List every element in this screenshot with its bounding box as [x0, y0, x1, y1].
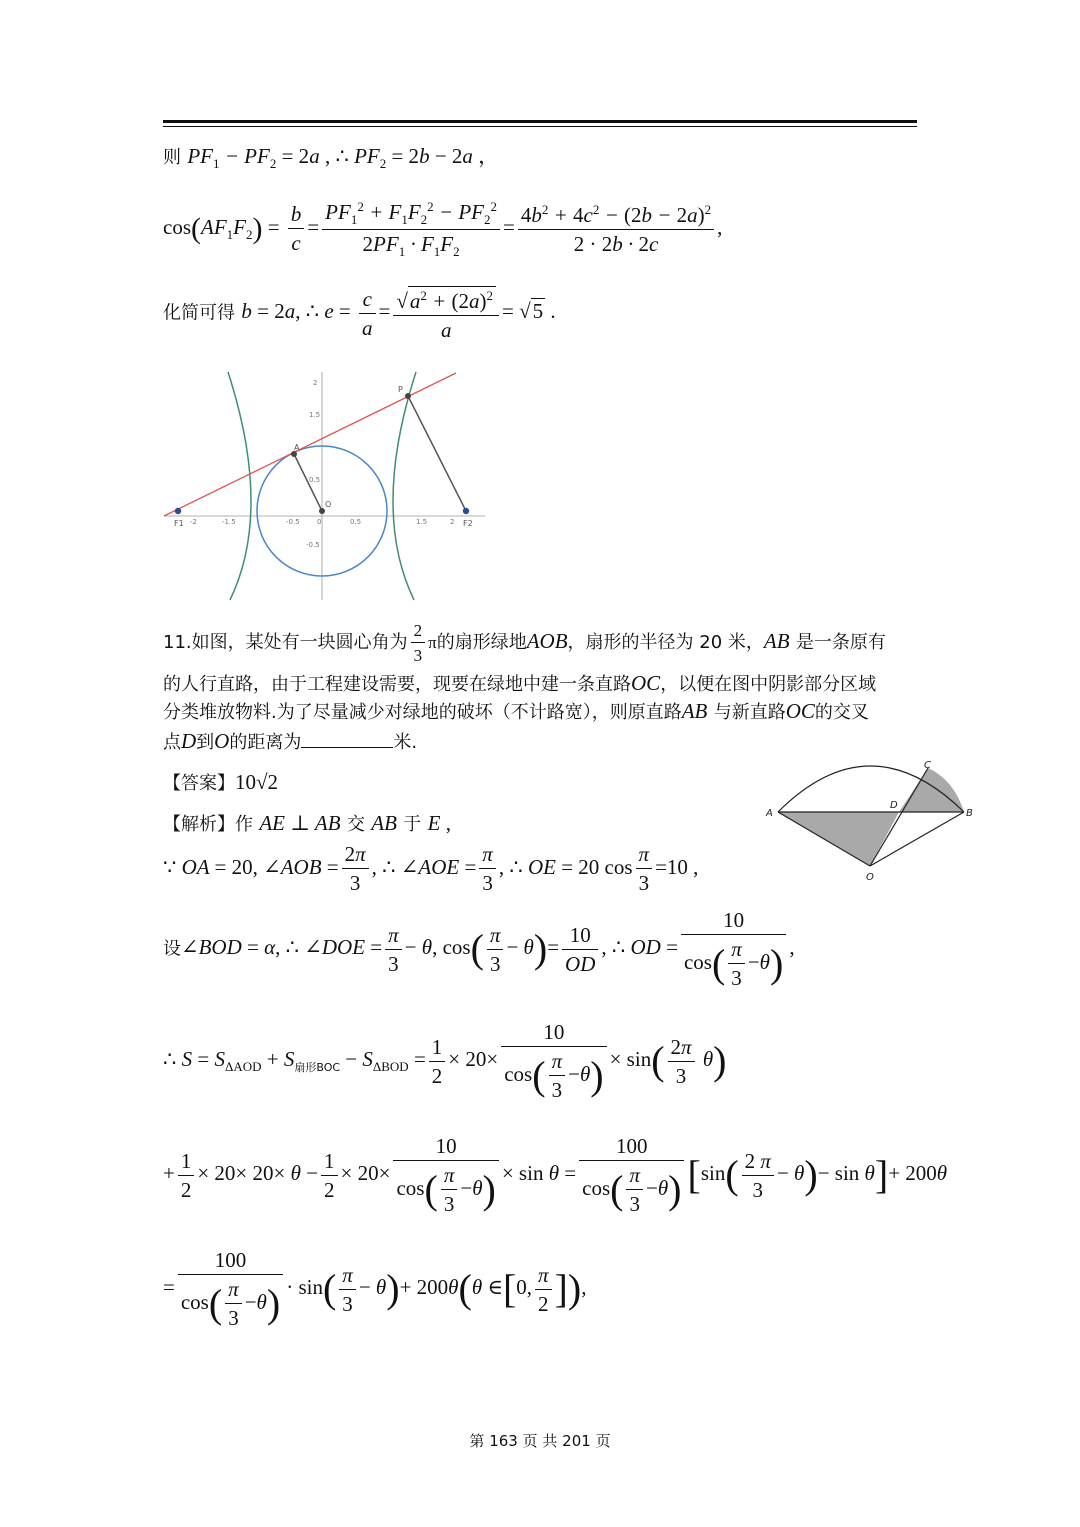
analysis-line-2: ∵ OA = 20, ∠AOB = $\frac{2\pi}{3}$ , ∴ ∠AOE = $\frac{\pi}{3}$ , ∴ OE = 20 cos $\frac{\pi}{3}$ =10 , — [163, 842, 699, 895]
point-F1 — [175, 508, 181, 514]
tick-x: 0.5 — [350, 518, 362, 526]
tick-x: 1.5 — [416, 518, 428, 526]
tick-y: 0.5 — [309, 476, 321, 484]
tick-x: -1.5 — [222, 518, 236, 526]
label-D: D — [890, 800, 898, 811]
answer-blank — [301, 729, 393, 748]
tick-x: -0.5 — [286, 518, 300, 526]
header-rule-thin — [163, 126, 917, 127]
page-number: 163 — [489, 1432, 518, 1450]
tangent-line — [164, 373, 456, 516]
problem-11-line-1: 11.如图，某处有一块圆心角为 $\frac{2}{3}$ π的扇形绿地AOB，扇形的半径为 20 米，AB 是一条原有 — [163, 621, 886, 665]
eq-line-cos: $\cos(AF_1F_2)$ = $\frac{b}{c}$ = $\frac{PF_1^2 + F_1F_2^2 - PF_2^2}{2PF_1 \cdot F_1F_2}$ = $\frac{4b^2 + 4c^2 - (2b - 2a)^2}{2 \cdot 2b \cdot 2c}$ , — [163, 199, 723, 260]
tick-x: -2 — [190, 518, 197, 526]
page-footer: 第 163 页 共 201 页 — [469, 1432, 611, 1450]
analysis-line-4: ∴ $S = S_{\Delta AOD} + S_{扇形BOC} - S_{\Delta BOD}$ = $\frac{1}{2}$ × 20× 10 cos( $\frac{\pi}{3}$ −θ) × sin( $\frac{2\pi}{3}$ θ) — [163, 1020, 727, 1102]
hyperbola-left-branch — [228, 372, 251, 600]
sector-figure — [762, 750, 982, 890]
point-F2 — [463, 508, 469, 514]
shaded-region-AOD — [778, 812, 899, 866]
eq-line-1: 则 $PF_1 - PF_2 = 2a$ , ∴ $PF_2 = 2b - 2a$ ， — [163, 144, 500, 172]
answer-value: 10√2 — [235, 770, 279, 794]
problem-11-line-3: 分类堆放物料.为了尽量减少对绿地的破坏（不计路宽），则原直路AB 与新直路OC的交叉 — [163, 699, 869, 723]
tick-y: -0.5 — [306, 541, 320, 549]
header-rule-thick — [163, 120, 917, 123]
problem-11-line-4: 点D到O的距离为 米. — [163, 729, 418, 753]
tick-y: 1.5 — [309, 411, 321, 419]
problem-11-line-2: 的人行直路，由于工程建设需要，现要在绿地中建一条直路OC，以便在图中阴影部分区域 — [163, 671, 877, 695]
label-B: B — [966, 808, 973, 819]
label-C: C — [924, 760, 931, 771]
eq-line-simplify: 化简可得 b = 2a, ∴ e = $\frac{c}{a}$ = $\frac{√a^2 + (2a)^2}{a}$ = √5 . — [163, 286, 556, 342]
label-A: A — [294, 443, 300, 452]
tick-x: 2 — [450, 518, 455, 526]
tick-y: 2 — [313, 379, 318, 387]
analysis-line-5: + $\frac{1}{2}$ × 20× 20× θ − $\frac{1}{2}$ × 20× 10 cos( $\frac{\pi}{3}$ −θ) × sin θ = 100 cos( $\frac{\pi}{3}$ −θ) [sin( $\frac{2 \pi}{3}$ − θ)− sin θ]+ 200θ — [163, 1134, 948, 1216]
point-P — [405, 393, 411, 399]
hyperbola-figure — [160, 370, 490, 602]
label-A: A — [766, 808, 773, 819]
label-O: O — [325, 500, 332, 509]
shaded-region-BDC — [899, 768, 964, 812]
page-total: 201 — [562, 1432, 591, 1450]
answer-line: 【答案】10√2 — [163, 770, 279, 794]
analysis-line-3: 设∠BOD = α, ∴ ∠DOE = $\frac{\pi}{3}$ − θ, cos( $\frac{\pi}{3}$ − θ)= $\frac{10}{OD}$ , ∴ OD = 10 cos( $\frac{\pi}{3}$ −θ) , — [163, 908, 795, 990]
analysis-line-6: = 100 cos( $\frac{\pi}{3}$ −θ) · sin( $\frac{\pi}{3}$ − θ)+ 200θ(θ ∈[0, $\frac{\pi}{2}$ ]), — [163, 1248, 587, 1330]
analysis-line-1: 【解析】作 AE ⊥ AB 交 AB 于 E , — [163, 811, 451, 835]
tick-x: 0 — [317, 518, 322, 526]
label-O: O — [866, 872, 874, 883]
label-F2: F2 — [463, 519, 473, 528]
label-F1: F1 — [174, 519, 184, 528]
label-P: P — [398, 385, 403, 394]
segment-PF2 — [408, 396, 466, 511]
